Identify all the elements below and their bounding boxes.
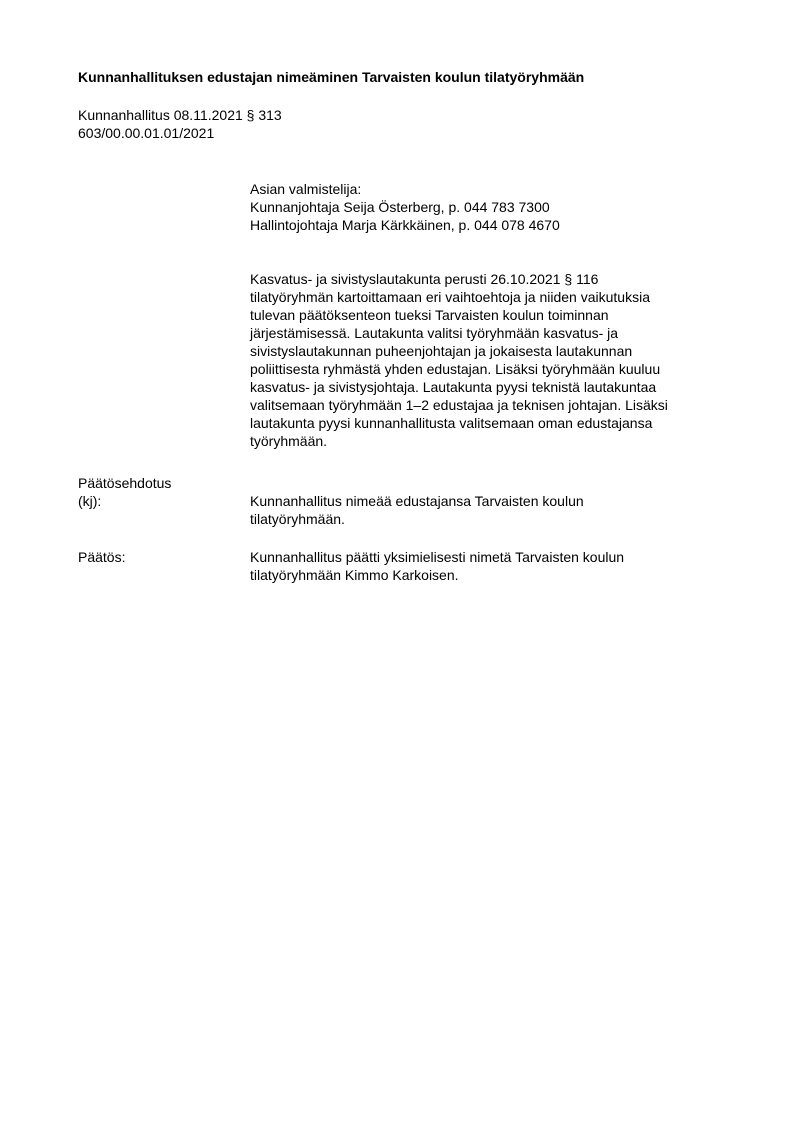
proposal-line: tilatyöryhmään. bbox=[250, 511, 345, 527]
proposal-line: Kunnanhallitus nimeää edustajansa Tarvaisten koulun bbox=[250, 493, 584, 509]
body-line: kasvatus- ja sivistysjohtaja. Lautakunta pyysi teknistä lautakuntaa bbox=[250, 379, 657, 395]
body-line: valitsemaan työryhmään 1–2 edustajaa ja teknisen johtajan. Lisäksi bbox=[250, 397, 668, 413]
body-line: tulevan päätöksenteon tueksi Tarvaisten koulun toiminnan bbox=[250, 307, 609, 323]
body-line: lautakunta pyysi kunnanhallitusta valitsemaan oman edustajansa bbox=[250, 415, 653, 431]
proposal-text bbox=[250, 492, 730, 528]
decision-label: Päätös: bbox=[78, 549, 126, 565]
preparers-block bbox=[250, 180, 730, 234]
proposal-label-line1: Päätösehdotus bbox=[78, 475, 172, 491]
preparer-line: Kunnanjohtaja Seija Österberg, p. 044 783 7300 bbox=[250, 199, 550, 215]
body-line: poliittisesta ryhmästä yhden edustajan. Lisäksi työryhmään kuuluu bbox=[250, 361, 661, 377]
body-line: tilatyöryhmän kartoittamaan eri vaihtoehtoja ja niiden vaikutuksia bbox=[250, 289, 650, 305]
body-paragraph bbox=[250, 270, 730, 450]
body-line: Kasvatus- ja sivistyslautakunta perusti 26.10.2021 § 116 bbox=[250, 271, 599, 287]
proposal-label-line2: (kj): bbox=[78, 493, 102, 509]
preparer-line: Hallintojohtaja Marja Kärkkäinen, p. 044 078 4670 bbox=[250, 217, 560, 233]
record-number: 603/00.00.01.01/2021 bbox=[78, 125, 215, 141]
body-line: sivistyslautakunnan puheenjohtajan ja jokaisesta lautakunnan bbox=[250, 343, 633, 359]
document-title: Kunnanhallituksen edustajan nimeäminen Tarvaisten koulun tilatyöryhmään bbox=[78, 69, 585, 85]
preparers-heading: Asian valmistelija: bbox=[250, 181, 362, 197]
meeting-line: Kunnanhallitus 08.11.2021 § 313 bbox=[78, 107, 282, 123]
body-line: työryhmään. bbox=[250, 433, 328, 449]
body-line: järjestämisessä. Lautakunta valitsi työryhmään kasvatus- ja bbox=[250, 325, 619, 341]
decision-line: Kunnanhallitus päätti yksimielisesti nimetä Tarvaisten koulun bbox=[250, 549, 625, 565]
meeting-info bbox=[78, 106, 282, 142]
decision-line: tilatyöryhmään Kimmo Karkoisen. bbox=[250, 567, 459, 583]
decision-text bbox=[250, 548, 730, 584]
